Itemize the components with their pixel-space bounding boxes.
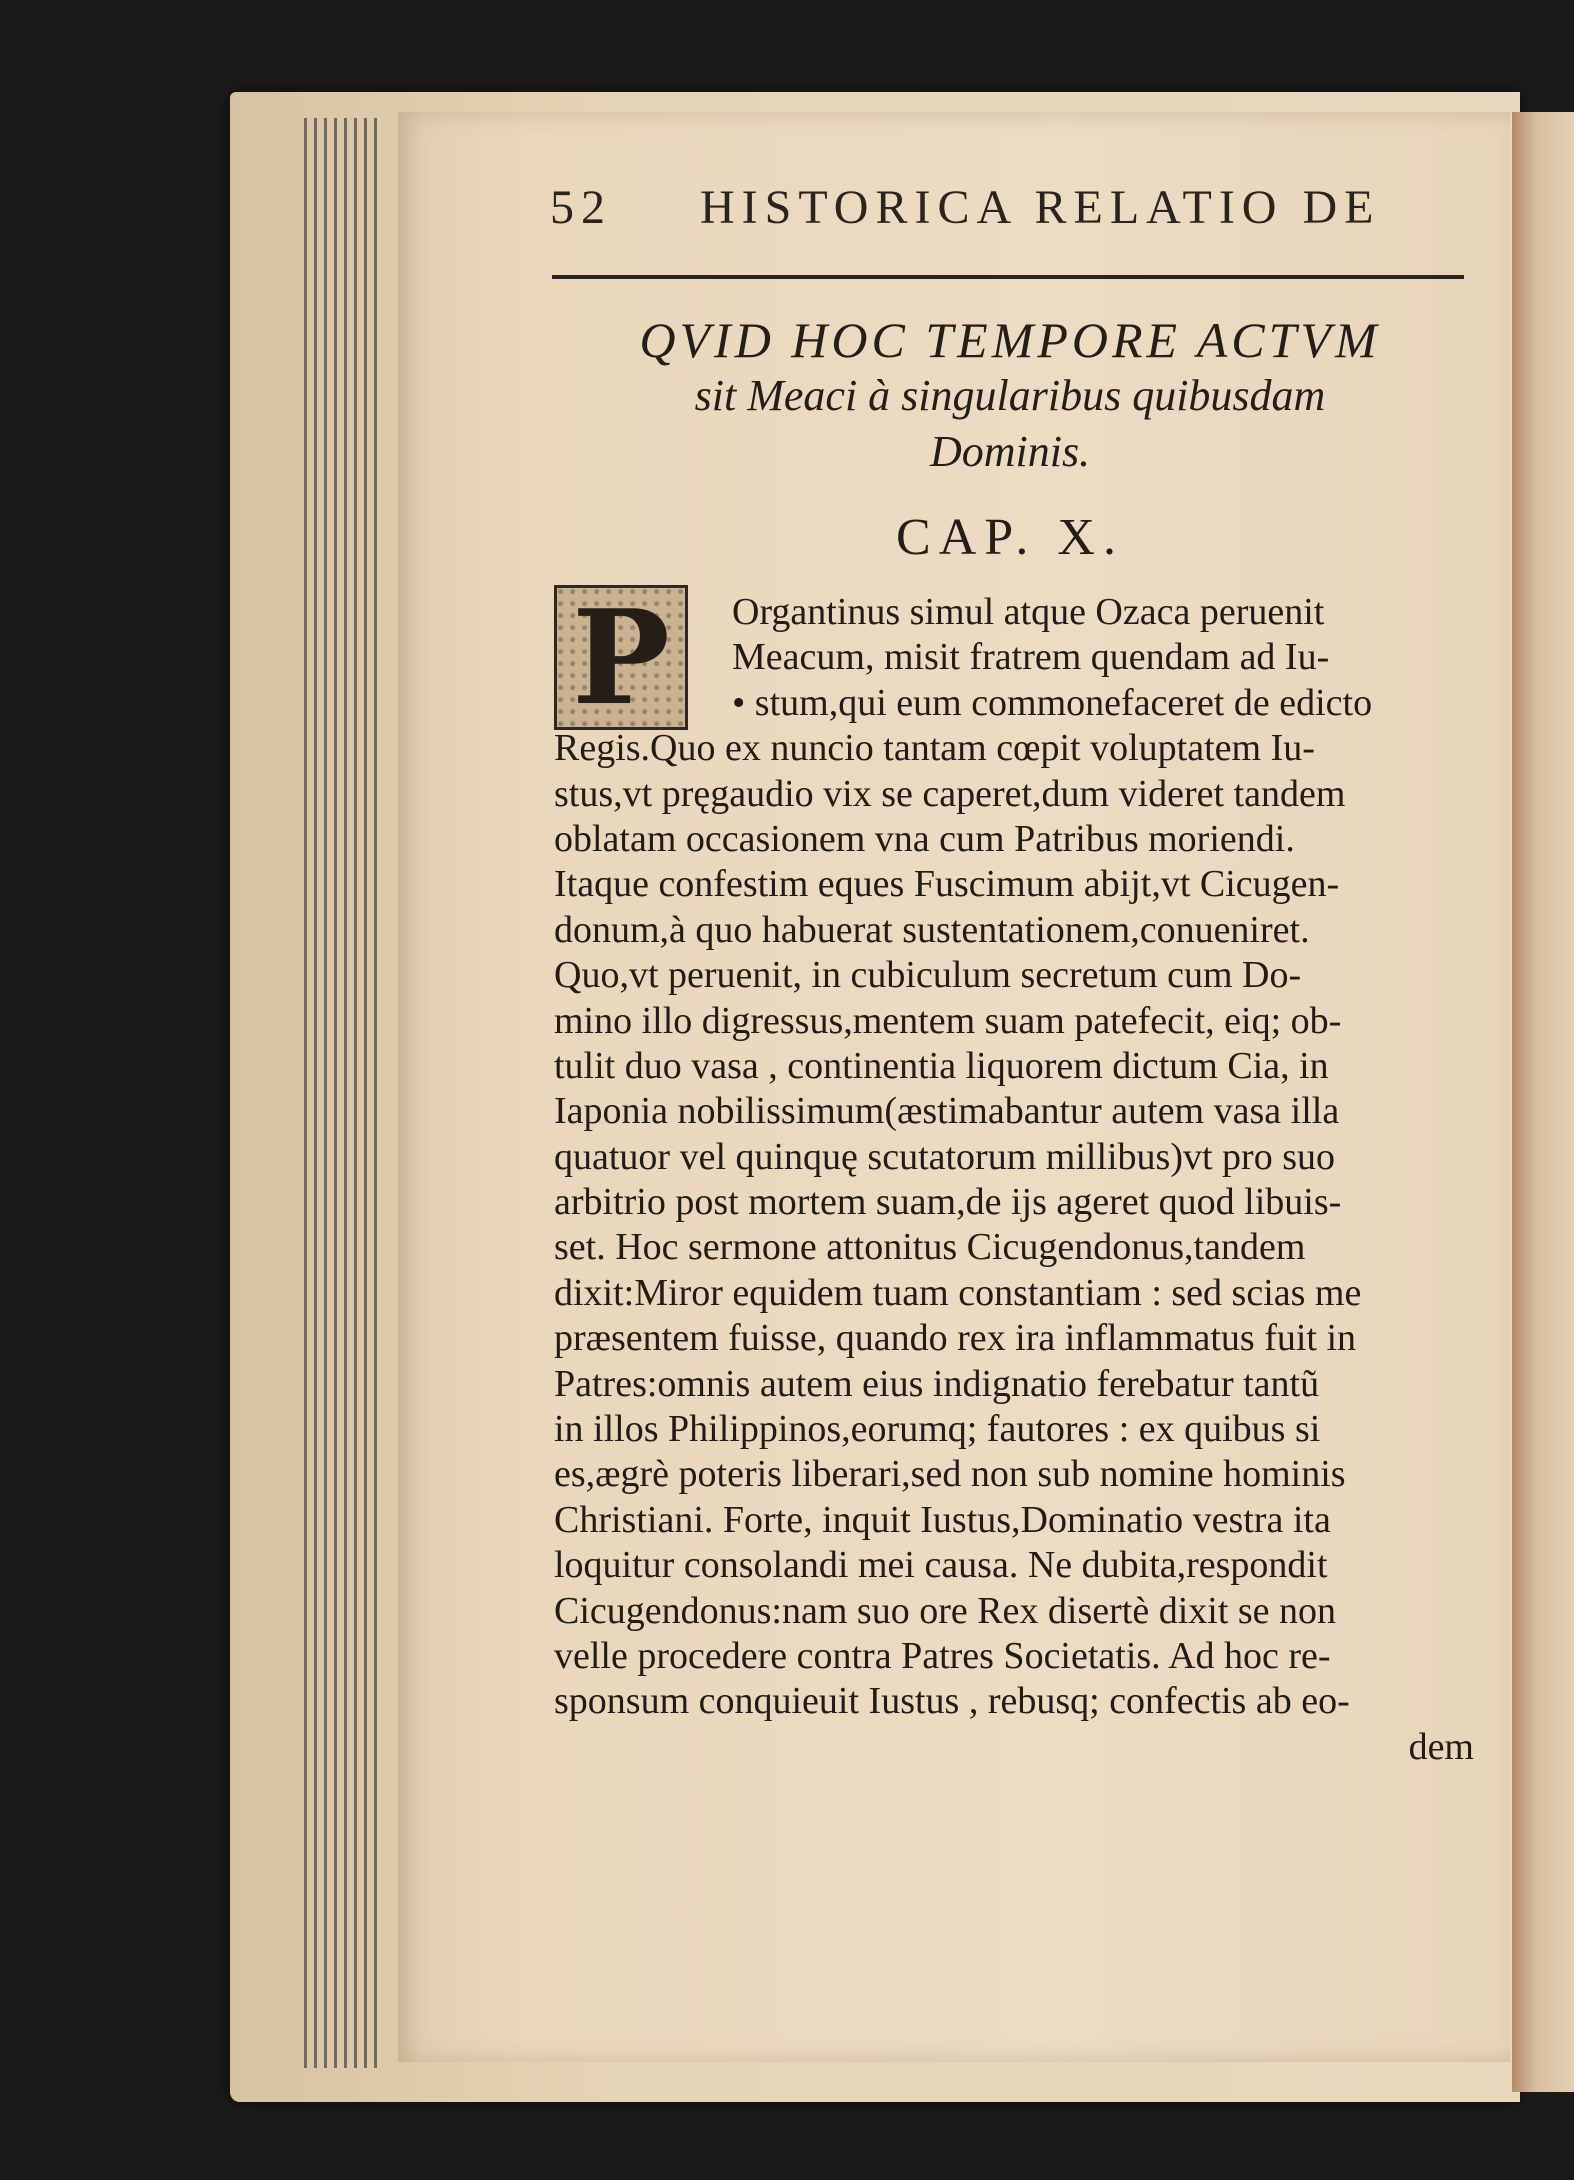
- chapter-title-line-2: sit Meaci à singularibus quibusdam: [694, 371, 1326, 420]
- running-head: [550, 180, 1450, 235]
- text-line: • stum,qui eum commonefaceret de edicto: [732, 681, 1373, 724]
- text-line: Iaponia nobilissimum(æstimabantur autem vasa illa: [554, 1090, 1340, 1133]
- text-line: sponsum conquieuit Iustus , rebusq; confectis ab eo-: [554, 1680, 1350, 1723]
- text-line: arbitrio post mortem suam,de ijs ageret quod libuis-: [554, 1181, 1342, 1224]
- page-edge-line: [304, 118, 307, 2068]
- text-line: Quo,vt peruenit, in cubiculum secretum cum Do-: [554, 954, 1302, 997]
- chapter-number: CAP. X.: [896, 509, 1124, 566]
- header-rule: [552, 275, 1464, 279]
- page-edge-line: [354, 118, 357, 2068]
- page-edge-line: [364, 118, 367, 2068]
- running-title: HISTORICA RELATIO DE: [700, 181, 1381, 234]
- chapter-title-line-1: QVID HOC TEMPORE ACTVM: [639, 312, 1381, 368]
- page-edge-line: [374, 118, 377, 2068]
- body-text: [554, 580, 1474, 1770]
- text-line: Itaque confestim eques Fuscimum abijt,vt Cicugen-: [554, 863, 1340, 906]
- text-line: oblatam occasionem vna cum Patribus moriendi.: [554, 817, 1295, 860]
- text-line: dixit:Miror equidem tuam constantiam : sed scias me: [554, 1271, 1362, 1314]
- text-line: mino illo digressus,mentem suam patefecit, eiq; ob-: [554, 999, 1342, 1042]
- text-line: stus,vt pręgaudio vix se caperet,dum videret tandem: [554, 772, 1346, 815]
- right-page-edge: [1512, 112, 1574, 2092]
- text-line: quatuor vel quinquę scutatorum millibus)vt pro suo: [554, 1135, 1336, 1178]
- text-line: Christiani. Forte, inquit Iustus,Dominatio vestra ita: [554, 1498, 1331, 1541]
- chapter-title: [560, 312, 1460, 480]
- chapter-title-line-3: Dominis.: [929, 427, 1091, 476]
- text-line: præsentem fuisse, quando rex ira inflammatus fuit in: [554, 1317, 1357, 1360]
- text-line: donum,à quo habuerat sustentationem,conueniret.: [554, 908, 1310, 951]
- text-line: Patres:omnis autem eius indignatio ferebatur tantũ: [554, 1362, 1320, 1405]
- page-number: 52: [550, 181, 612, 234]
- drop-cap-letter: P: [572, 580, 670, 734]
- text-line: set. Hoc sermone attonitus Cicugendonus,tandem: [554, 1226, 1306, 1269]
- text-line: Regis.Quo ex nuncio tantam cœpit voluptatem Iu-: [554, 727, 1315, 770]
- text-line: Cicugendonus:nam suo ore Rex disertè dixit se non: [554, 1589, 1337, 1632]
- text-line: es,ægrè poteris liberari,sed non sub nomine hominis: [554, 1453, 1346, 1496]
- text-line: tulit duo vasa , continentia liquorem dictum Cia, in: [554, 1044, 1329, 1087]
- page-edge-line: [344, 118, 347, 2068]
- text-line: velle procedere contra Patres Societatis. Ad hoc re-: [554, 1634, 1331, 1677]
- text-line: in illos Philippinos,eorumq; fautores : ex quibus si: [554, 1408, 1321, 1451]
- page-edge-line: [314, 118, 317, 2068]
- text-line: Organtinus simul atque Ozaca peruenit: [732, 591, 1325, 633]
- page-edges: [300, 118, 410, 2068]
- catchword: dem: [1408, 1725, 1474, 1768]
- text-line: loquitur consolandi mei causa. Ne dubita,respondit: [554, 1544, 1328, 1587]
- text-line: Meacum, misit fratrem quendam ad Iu-: [732, 636, 1330, 679]
- page-edge-line: [334, 118, 337, 2068]
- page-edge-line: [324, 118, 327, 2068]
